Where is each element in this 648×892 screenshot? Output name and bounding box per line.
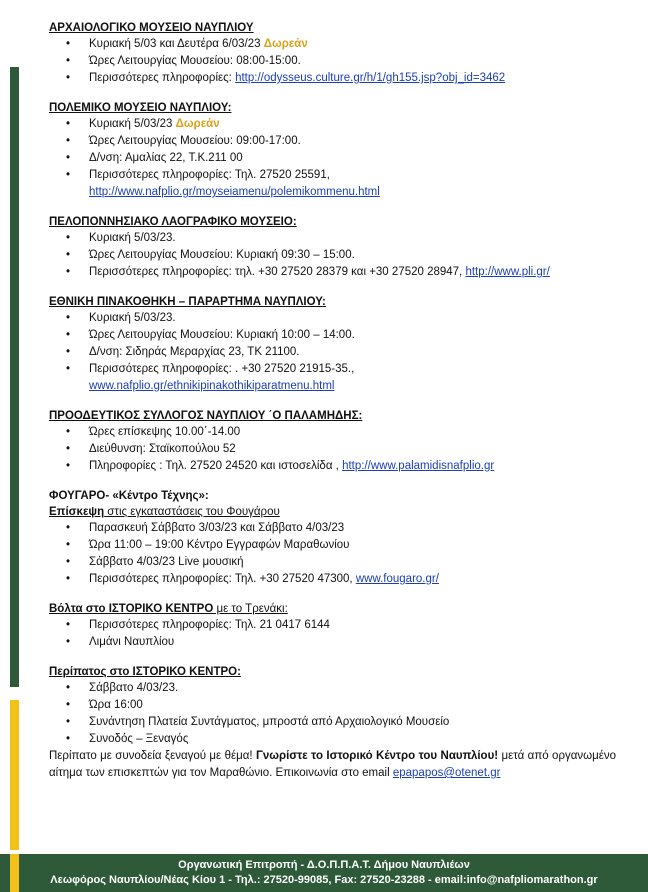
list-item: • Ώρες Λειτουργίας Μουσείου: Κυριακή 09:30 – 15:00. bbox=[49, 247, 616, 264]
list-item: • Κυριακή 5/03 και Δευτέρα 6/03/23 Δωρεάν bbox=[49, 36, 616, 53]
bullet-list bbox=[49, 424, 616, 475]
list-item: • Δ/νση: Σιδηράς Μεραρχίας 23, ΤΚ 21100. bbox=[49, 344, 616, 361]
bullet-list bbox=[49, 520, 616, 588]
section-historic-walk bbox=[49, 664, 616, 782]
list-item: • Συνάντηση Πλατεία Συντάγματος, μπροστά από Αρχαιολογικό Μουσείο bbox=[49, 714, 616, 731]
section-title: ΠΕΛΟΠΟΝΝΗΣΙΑΚΟ ΛΑΟΓΡΑΦΙΚΟ ΜΟΥΣΕΙΟ: bbox=[49, 216, 297, 228]
info-link[interactable]: http://www.palamidisnafplio.gr bbox=[342, 460, 495, 472]
list-item: • Κυριακή 5/03/23. bbox=[49, 310, 616, 327]
list-item: • Περισσότερες πληροφορίες: Τηλ. 27520 25591, http://www.nafplio.gr/moyseiamenu/polemikommenu.html bbox=[49, 167, 616, 201]
bullet-list bbox=[49, 310, 616, 395]
list-item: • Συνοδός – Ξεναγός bbox=[49, 731, 616, 748]
document-content bbox=[49, 20, 616, 795]
list-item: • Ώρες Λειτουργίας Μουσείου: Κυριακή 10:00 – 14:00. bbox=[49, 327, 616, 344]
info-link[interactable]: http://odysseus.culture.gr/h/1/gh155.jsp?obj_id=3462 bbox=[235, 72, 506, 84]
section-palamidis-association bbox=[49, 408, 616, 475]
bullet-list bbox=[49, 36, 616, 87]
footer-banner bbox=[0, 854, 648, 892]
left-green-bar bbox=[10, 67, 19, 687]
list-item: • Ώρα 16:00 bbox=[49, 697, 616, 714]
left-yellow-bar bbox=[10, 700, 19, 850]
footer-organizer: Οργανωτική Επιτροπή - Δ.Ο.Π.Π.Α.Τ. Δήμου Ναυπλιέων bbox=[178, 859, 470, 871]
section-title: ΑΡΧΑΙΟΛΟΓΙΚΟ ΜΟΥΣΕΙΟ ΝΑΥΠΛΙΟΥ bbox=[49, 22, 254, 34]
section-title: Βόλτα στο ΙΣΤΟΡΙΚΟ ΚΕΝΤΡΟ με το Τρενάκι: bbox=[49, 603, 288, 615]
bullet-list bbox=[49, 680, 616, 748]
footer-contact: Λεωφόρος Ναυπλίου/Νέας Κίου 1 - Τηλ.: 27520-99085, Fax: 27520-23288 - email:info@nafpliomarathon.gr bbox=[50, 874, 598, 886]
section-subtitle: Επίσκεψη στις εγκαταστάσεις του Φουγάρου bbox=[49, 506, 280, 518]
section-fougaro bbox=[49, 488, 616, 588]
section-title: ΦΟΥΓΑΡΟ- «Κέντρο Τέχνης»: bbox=[49, 490, 209, 502]
list-item: • Παρασκευή Σάββατο 3/03/23 και Σάββατο 4/03/23 bbox=[49, 520, 616, 537]
list-item: • Διεύθυνση: Σταϊκοπούλου 52 bbox=[49, 441, 616, 458]
list-item: • Ώρες Λειτουργίας Μουσείου: 09:00-17:00. bbox=[49, 133, 616, 150]
section-train-tour bbox=[49, 601, 616, 651]
list-item: • Περισσότερες πληροφορίες: Τηλ. +30 27520 47300, www.fougaro.gr/ bbox=[49, 571, 616, 588]
section-archaeological-museum bbox=[49, 20, 616, 87]
section-folklore-museum bbox=[49, 214, 616, 281]
free-badge: Δωρεάν bbox=[175, 118, 220, 130]
list-item: • Περισσότερες πληροφορίες: τηλ. +30 27520 28379 και +30 27520 28947, http://www.pli.gr/ bbox=[49, 264, 616, 281]
list-item: • Λιμάνι Ναυπλίου bbox=[49, 634, 616, 651]
list-item: • Ώρες Λειτουργίας Μουσείου: 08:00-15:00. bbox=[49, 53, 616, 70]
section-title: Περίπατος στο ΙΣΤΟΡΙΚΟ ΚΕΝΤΡΟ: bbox=[49, 666, 241, 678]
list-item: • Ώρες επίσκεψης 10.00΄-14.00 bbox=[49, 424, 616, 441]
list-item: • Περισσότερες πληροφορίες: Τηλ. 21 0417 6144 bbox=[49, 617, 616, 634]
footer-yellow-accent bbox=[10, 854, 19, 892]
list-item: • Πληροφορίες : Τηλ. 27520 24520 και ιστοσελίδα , http://www.palamidisnafplio.gr bbox=[49, 458, 616, 475]
bullet-list bbox=[49, 230, 616, 281]
section-military-museum bbox=[49, 100, 616, 201]
list-item: • Σάββατο 4/03/23 Live μουσική bbox=[49, 554, 616, 571]
info-link[interactable]: www.fougaro.gr/ bbox=[355, 573, 439, 585]
list-item: • Σάββατο 4/03/23. bbox=[49, 680, 616, 697]
bullet-list bbox=[49, 116, 616, 201]
list-item: • Κυριακή 5/03/23. bbox=[49, 230, 616, 247]
section-national-gallery bbox=[49, 294, 616, 395]
section-title: ΠΡΟΟΔΕΥΤΙΚΟΣ ΣΥΛΛΟΓΟΣ ΝΑΥΠΛΙΟΥ ΄Ο ΠΑΛΑΜΗΔΗΣ: bbox=[49, 410, 363, 422]
email-link[interactable]: epapapos@otenet.gr bbox=[392, 767, 501, 779]
list-item: • Δ/νση: Αμαλίας 22, Τ.Κ.211 00 bbox=[49, 150, 616, 167]
walk-description: Περίπατο με συνοδεία ξεναγού με θέμα! Γνωρίστε το Ιστορικό Κέντρο του Ναυπλίου! μετά από οργανωμένο αίτημα των επισκεπτών για τον Μαραθώνιο. Επικοινωνία στο email epapapos@otenet.gr bbox=[49, 750, 617, 779]
info-link[interactable]: http://www.pli.gr/ bbox=[465, 266, 550, 278]
free-badge: Δωρεάν bbox=[263, 38, 308, 50]
info-link[interactable]: www.nafplio.gr/ethnikipinakothikiparatmenu.html bbox=[89, 380, 335, 392]
list-item: • Περισσότερες πληροφορίες: http://odysseus.culture.gr/h/1/gh155.jsp?obj_id=3462 bbox=[49, 70, 616, 87]
section-title: ΕΘΝΙΚΗ ΠΙΝΑΚΟΘΗΚΗ – ΠΑΡΑΡΤΗΜΑ ΝΑΥΠΛΙΟΥ: bbox=[49, 296, 326, 308]
info-link[interactable]: http://www.nafplio.gr/moyseiamenu/polemikommenu.html bbox=[89, 186, 380, 198]
list-item: • Ώρα 11:00 – 19:00 Κέντρο Εγγραφών Μαραθωνίου bbox=[49, 537, 616, 554]
bullet-list bbox=[49, 617, 616, 651]
list-item: • Κυριακή 5/03/23 Δωρεάν bbox=[49, 116, 616, 133]
section-title: ΠΟΛΕΜΙΚΟ ΜΟΥΣΕΙΟ ΝΑΥΠΛΙΟΥ: bbox=[49, 102, 232, 114]
list-item: • Περισσότερες πληροφορίες: . +30 27520 21915-35., www.nafplio.gr/ethnikipinakothikiparatmenu.html bbox=[49, 361, 616, 395]
